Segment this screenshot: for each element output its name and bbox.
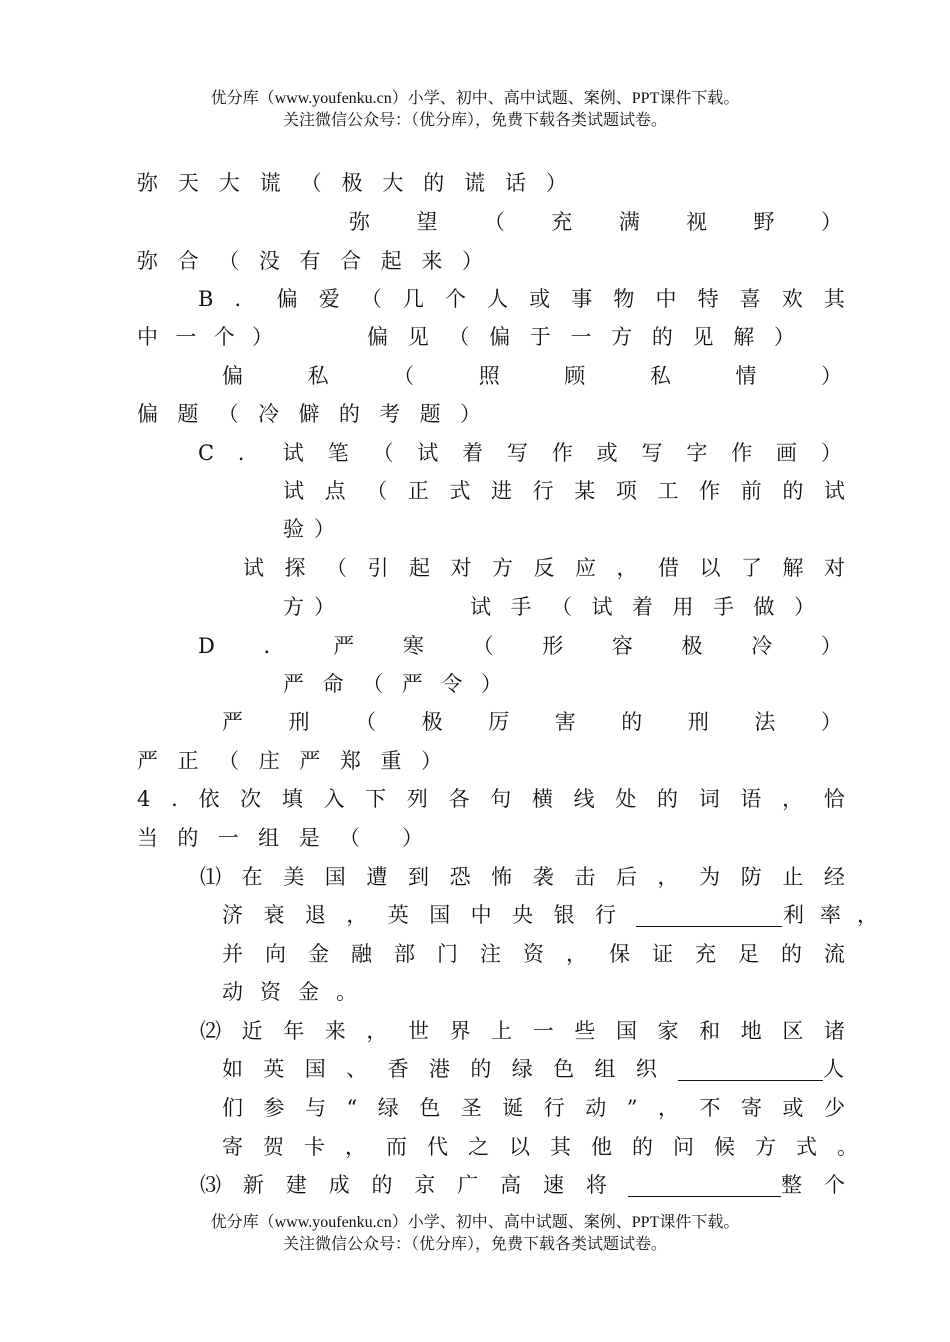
- text-line: 严 刑 （ 极 厉 害 的 刑 法 ）: [222, 710, 842, 734]
- text-line: ⑴ 在 美 国 遭 到 恐 怖 袭 击 后 ， 为 防 止 经: [200, 865, 845, 889]
- text-line: 严 正 （ 庄 严 郑 重 ）: [137, 749, 442, 773]
- text-line: 偏 见 （ 偏 于 一 方 的 见 解 ）: [367, 325, 795, 349]
- fill-in-blank: [636, 896, 783, 934]
- text-line: 验 ）: [283, 517, 335, 541]
- text-line: 当 的 一 组 是 （: [137, 826, 360, 850]
- text-line: 严 命 （ 严 令 ）: [283, 672, 502, 696]
- text-line: 如 英 国 、 香 港 的 绿 色 组 织: [222, 1057, 657, 1081]
- fill-in-blank: [628, 1166, 781, 1204]
- text-line: 中 一 个 ）: [137, 325, 273, 349]
- text-line: 寄 贺 卡 ， 而 代 之 以 其 他 的 问 候 方 式 。: [222, 1135, 858, 1159]
- text-line: ⑵ 近 年 来 ， 世 界 上 一 些 国 家 和 地 区 诸: [200, 1019, 845, 1043]
- blank-underline: [628, 1174, 781, 1197]
- text-line: 4 . 依 次 填 入 下 列 各 句 横 线 处 的 词 语 ， 恰: [137, 787, 845, 811]
- blank-underline: [636, 904, 782, 927]
- text-line: 试 探 （ 引 起 对 方 反 应 ， 借 以 了 解 对: [243, 556, 845, 580]
- header-line-1: 优分库（www.youfenku.cn）小学、初中、高中试题、案例、PPT课件下载。: [210, 90, 740, 107]
- text-line: 济 衰 退 ， 英 国 中 央 银 行: [222, 903, 616, 927]
- text-line: 整 个: [781, 1173, 845, 1197]
- text-line: 人: [823, 1057, 844, 1081]
- text-line: 弥 合 （ 没 有 合 起 来 ）: [137, 249, 483, 273]
- fill-in-blank: [678, 1050, 823, 1088]
- text-line: 偏 私 （ 照 顾 私 情 ）: [222, 364, 842, 388]
- text-line: 利 率 ，: [783, 903, 878, 927]
- text-line: C ． 试 笔 （ 试 着 写 作 或 写 字 作 画 ）: [198, 441, 842, 465]
- header-line-2: 关注微信公众号：（优分库），免费下载各类试题试卷。: [282, 112, 667, 129]
- text-line: 弥 天 大 谎 （ 极 大 的 谎 话 ）: [137, 171, 567, 195]
- text-line: 们 参 与 “ 绿 色 圣 诞 行 动 ” ， 不 寄 或 少: [222, 1096, 845, 1120]
- text-line: D ． 严 寒 （ 形 容 极 冷 ）: [198, 634, 842, 658]
- text-line: 试 手 （ 试 着 用 手 做 ）: [470, 595, 815, 619]
- text-line: 试 点 （ 正 式 进 行 某 项 工 作 前 的 试: [283, 479, 845, 503]
- text-line: 并 向 金 融 部 门 注 资 ， 保 证 充 足 的 流: [222, 942, 845, 966]
- blank-underline: [678, 1058, 823, 1081]
- text-line: 偏 题 （ 冷 僻 的 考 题 ）: [137, 402, 481, 426]
- text-line: 弥 望 （ 充 满 视 野 ）: [349, 210, 842, 234]
- footer-line-2: 关注微信公众号：（优分库），免费下载各类试题试卷。: [282, 1236, 667, 1253]
- text-line: ⑶ 新 建 成 的 京 广 高 速 将: [200, 1173, 607, 1197]
- text-line: ）: [402, 826, 423, 850]
- text-line: 动 资 金 。: [222, 980, 357, 1004]
- footer-line-1: 优分库（www.youfenku.cn）小学、初中、高中试题、案例、PPT课件下载。: [210, 1214, 740, 1231]
- text-line: 方 ）: [283, 595, 335, 619]
- text-line: B ． 偏 爱 （ 几 个 人 或 事 物 中 特 喜 欢 其: [198, 287, 845, 311]
